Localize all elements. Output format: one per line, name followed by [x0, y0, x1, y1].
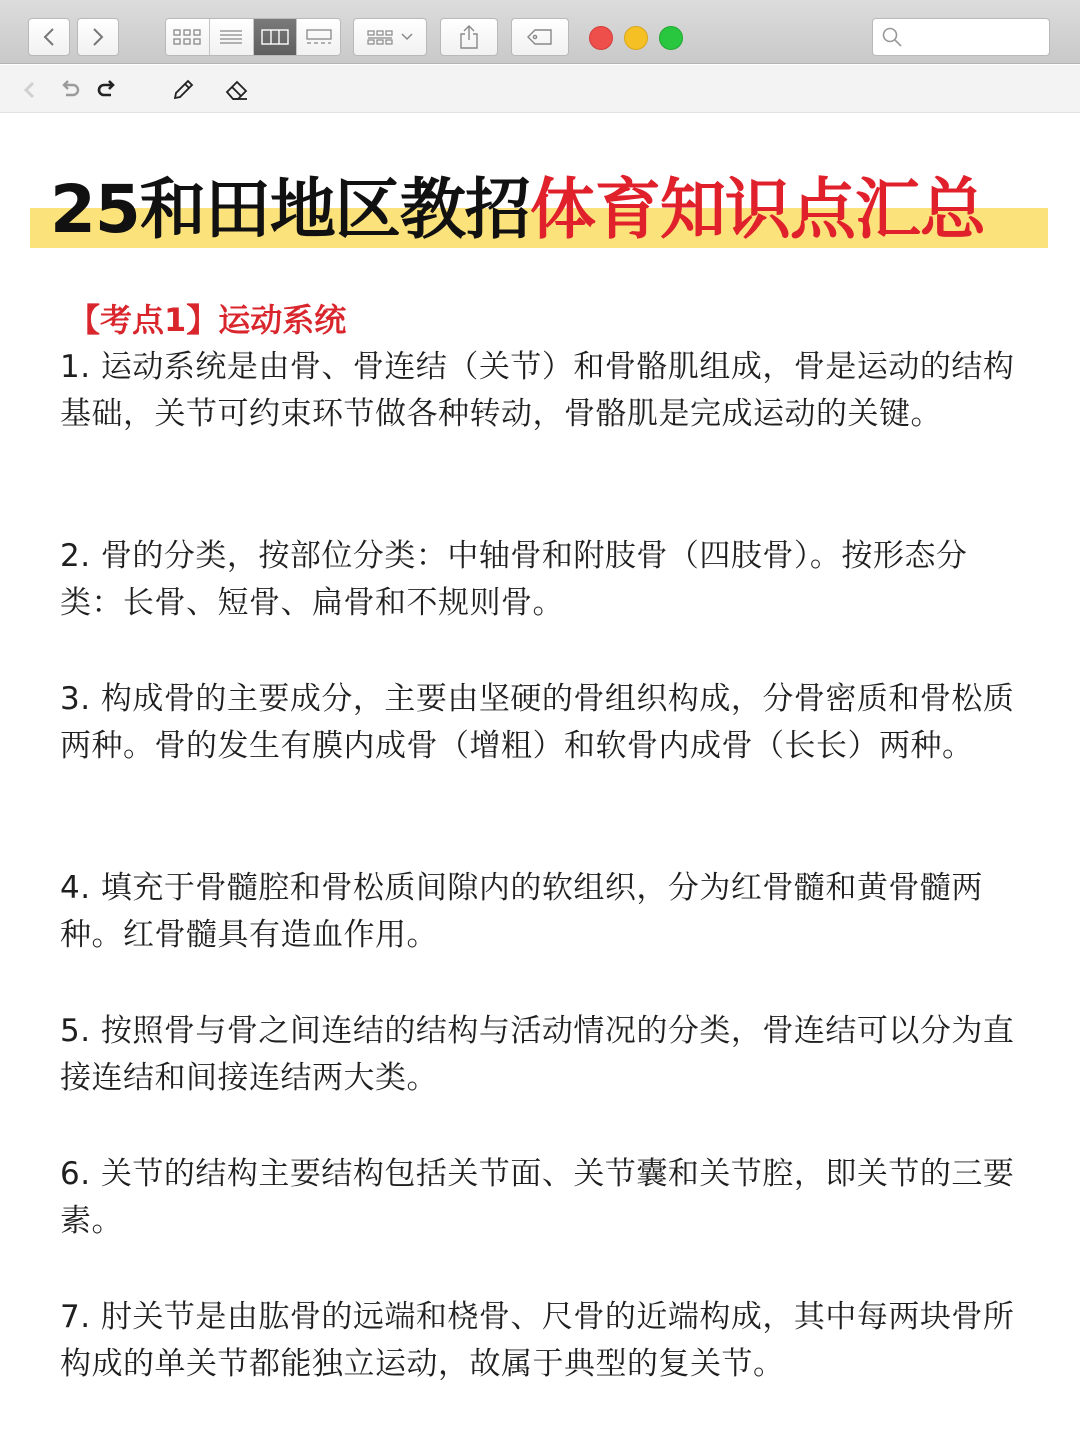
search-icon: [881, 26, 903, 48]
pencil-icon: [171, 78, 195, 102]
zoom-window-button[interactable]: [659, 26, 683, 50]
document-title: [30, 162, 1050, 258]
back-button[interactable]: [28, 18, 70, 56]
pencil-tool-button[interactable]: [170, 77, 196, 103]
gallery-view-icon: [304, 27, 334, 47]
paragraph-4: 4. 填充于骨髓腔和骨松质间隙内的软组织，分为红骨髓和黄骨髓两种。红骨髓具有造血作用。: [60, 870, 983, 953]
column-view-button[interactable]: [254, 19, 298, 55]
share-icon: [458, 24, 480, 50]
paragraph-5: 5. 按照骨与骨之间连结的结构与活动情况的分类，骨连结可以分为直接连结和间接连结两大类。: [60, 1013, 1015, 1096]
search-input[interactable]: [909, 23, 1039, 51]
grid-view-icon: [172, 27, 202, 47]
share-button[interactable]: [440, 18, 498, 56]
window-toolbar: [0, 0, 1080, 64]
title-text: [50, 162, 985, 258]
gallery-view-button[interactable]: [297, 19, 340, 55]
title-black-part: 25和田地区教招: [50, 171, 530, 248]
edit-toolbar: [0, 65, 1080, 113]
list-view-button[interactable]: [210, 19, 254, 55]
group-icon: [366, 27, 396, 47]
paragraph-2: 2. 骨的分类，按部位分类：中轴骨和附肢骨（四肢骨）。按形态分类：长骨、短骨、扁骨和不规则骨。: [60, 538, 968, 621]
tag-button[interactable]: [511, 18, 569, 56]
search-field[interactable]: [872, 18, 1050, 56]
paragraph-6: 6. 关节的结构主要结构包括关节面、关节囊和关节腔，即关节的三要素。: [60, 1156, 1015, 1239]
chevron-down-icon: [400, 32, 414, 42]
paragraph-3: 3. 构成骨的主要成分，主要由坚硬的骨组织构成，分骨密质和骨松质两种。骨的发生有膜内成骨（增粗）和软骨内成骨（长长）两种。: [60, 681, 1015, 764]
forward-icon: [90, 26, 106, 48]
back-icon: [41, 26, 57, 48]
back-arrow-button[interactable]: [16, 77, 42, 103]
forward-button[interactable]: [77, 18, 119, 56]
column-view-icon: [260, 27, 290, 47]
group-menu-button[interactable]: [353, 18, 427, 56]
undo-button[interactable]: [57, 77, 83, 103]
title-red-part: 体育知识点汇总: [529, 171, 985, 248]
eraser-icon: [224, 77, 250, 103]
redo-button[interactable]: [94, 77, 120, 103]
view-mode-segmented-control: [165, 18, 341, 56]
tag-icon: [526, 27, 554, 47]
close-window-button[interactable]: [589, 26, 613, 50]
back-arrow-icon: [20, 79, 38, 101]
paragraph-7: 7. 肘关节是由肱骨的远端和桡骨、尺骨的近端构成，其中每两块骨所构成的单关节都能独立运动，故属于典型的复关节。: [60, 1299, 1015, 1382]
section-heading: 【考点1】运动系统: [68, 301, 347, 339]
minimize-window-button[interactable]: [624, 26, 648, 50]
list-view-icon: [218, 27, 244, 47]
grid-view-button[interactable]: [166, 19, 210, 55]
paragraph-1: 1. 运动系统是由骨、骨连结（关节）和骨骼肌组成，骨是运动的结构基础，关节可约束环节做各种转动，骨骼肌是完成运动的关键。: [60, 349, 1015, 432]
redo-icon: [95, 79, 119, 101]
undo-icon: [58, 79, 82, 101]
eraser-tool-button[interactable]: [224, 77, 250, 103]
